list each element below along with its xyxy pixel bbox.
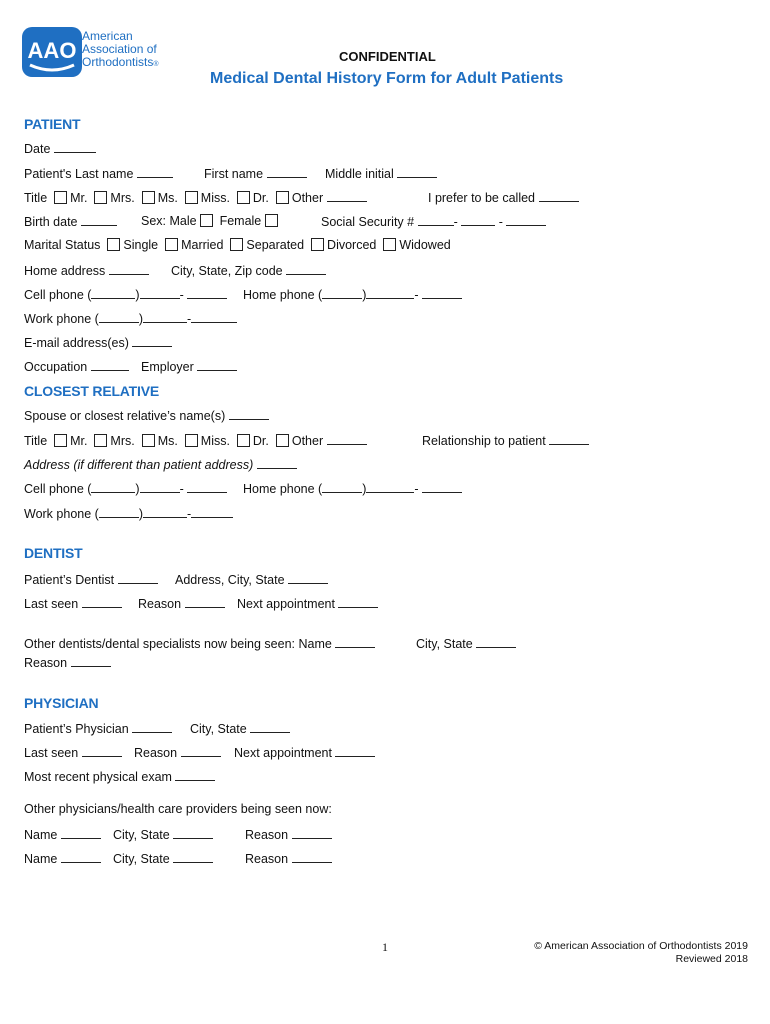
checkbox-female[interactable] bbox=[265, 214, 278, 227]
physician-reason-field[interactable]: Reason bbox=[134, 745, 221, 760]
other-physician-2-reason-field[interactable]: Reason bbox=[245, 851, 332, 866]
relative-address-field[interactable]: Address (if different than patient address) bbox=[24, 457, 297, 472]
checkbox-divorced[interactable] bbox=[311, 238, 324, 251]
checkbox-male[interactable] bbox=[200, 214, 213, 227]
section-closest-relative: CLOSEST RELATIVE bbox=[24, 383, 159, 399]
patients-dentist-field[interactable]: Patient’s Dentist bbox=[24, 572, 158, 587]
relative-work-phone-field[interactable]: Work phone ( ) - bbox=[24, 506, 233, 521]
logo-line-1: American bbox=[82, 29, 133, 43]
physician-next-appointment-field[interactable]: Next appointment bbox=[234, 745, 375, 760]
physician-city-state-field[interactable]: City, State bbox=[190, 721, 290, 736]
patient-title-row: Title Mr. Mrs. Ms. Miss. Dr. Other bbox=[24, 190, 367, 205]
dentist-address-field[interactable]: Address, City, State bbox=[175, 572, 328, 587]
first-name-field[interactable]: First name bbox=[204, 166, 307, 181]
middle-initial-field[interactable]: Middle initial bbox=[325, 166, 437, 181]
other-dentists-name-field[interactable]: Other dentists/dental specialists now being seen: Name bbox=[24, 636, 375, 651]
page-number: 1 bbox=[382, 940, 388, 954]
employer-field[interactable]: Employer bbox=[141, 359, 237, 374]
checkbox-married[interactable] bbox=[165, 238, 178, 251]
checkbox-other[interactable] bbox=[276, 191, 289, 204]
page-title: Medical Dental History Form for Adult Patients bbox=[210, 70, 564, 87]
relative-checkbox-miss[interactable] bbox=[185, 434, 198, 447]
section-physician: PHYSICIAN bbox=[24, 695, 99, 711]
cell-phone-field[interactable]: Cell phone ( ) - bbox=[24, 287, 227, 302]
checkbox-separated[interactable] bbox=[230, 238, 243, 251]
footer-copyright: © American Association of Orthodontists 2019 bbox=[534, 940, 748, 952]
confidential-label: CONFIDENTIAL bbox=[339, 49, 436, 64]
relative-checkbox-other[interactable] bbox=[276, 434, 289, 447]
marital-status-row: Marital Status Single Married Separated Divorced Widowed bbox=[24, 238, 451, 252]
checkbox-dr[interactable] bbox=[237, 191, 250, 204]
checkbox-miss[interactable] bbox=[185, 191, 198, 204]
dentist-last-seen-field[interactable]: Last seen bbox=[24, 596, 122, 611]
other-physician-1-reason-field[interactable]: Reason bbox=[245, 827, 332, 842]
relationship-field[interactable]: Relationship to patient bbox=[422, 433, 589, 448]
aao-logo bbox=[22, 27, 82, 77]
recent-physical-exam-field[interactable]: Most recent physical exam bbox=[24, 769, 215, 784]
checkbox-mr[interactable] bbox=[54, 191, 67, 204]
work-phone-field[interactable]: Work phone ( ) - bbox=[24, 311, 237, 326]
relative-name-field[interactable]: Spouse or closest relative’s name(s) bbox=[24, 408, 269, 423]
other-physician-1-city-state-field[interactable]: City, State bbox=[113, 827, 213, 842]
checkbox-widowed[interactable] bbox=[383, 238, 396, 251]
other-physician-2-city-state-field[interactable]: City, State bbox=[113, 851, 213, 866]
relative-checkbox-mr[interactable] bbox=[54, 434, 67, 447]
sex-row: Sex: Male Female bbox=[141, 214, 281, 228]
other-dentists-reason-field[interactable]: Reason bbox=[24, 655, 111, 670]
dentist-next-appointment-field[interactable]: Next appointment bbox=[237, 596, 378, 611]
preferred-name-field[interactable]: I prefer to be called bbox=[428, 190, 579, 205]
relative-cell-phone-field[interactable]: Cell phone ( ) - bbox=[24, 481, 227, 496]
physician-last-seen-field[interactable]: Last seen bbox=[24, 745, 122, 760]
patients-physician-field[interactable]: Patient’s Physician bbox=[24, 721, 172, 736]
ssn-field[interactable]: Social Security # - - bbox=[321, 214, 546, 229]
logo-line-3: Orthodontists® bbox=[82, 55, 159, 69]
relative-checkbox-ms[interactable] bbox=[142, 434, 155, 447]
trademark: ® bbox=[153, 61, 159, 68]
home-address-field[interactable]: Home address bbox=[24, 263, 149, 278]
other-physician-2-name-field[interactable]: Name bbox=[24, 851, 101, 866]
city-state-zip-field[interactable]: City, State, Zip code bbox=[171, 263, 326, 278]
checkbox-mrs[interactable] bbox=[94, 191, 107, 204]
logo-line-2: Association of bbox=[82, 42, 157, 56]
email-field[interactable]: E-mail address(es) bbox=[24, 335, 172, 350]
relative-checkbox-mrs[interactable] bbox=[94, 434, 107, 447]
section-patient: PATIENT bbox=[24, 116, 81, 132]
home-phone-field[interactable]: Home phone ( ) - bbox=[243, 287, 462, 302]
birth-date-field[interactable]: Birth date bbox=[24, 214, 117, 229]
relative-title-row: Title Mr. Mrs. Ms. Miss. Dr. Other bbox=[24, 433, 367, 448]
relative-checkbox-dr[interactable] bbox=[237, 434, 250, 447]
other-physician-1-name-field[interactable]: Name bbox=[24, 827, 101, 842]
other-dentists-city-state-field[interactable]: City, State bbox=[416, 636, 516, 651]
other-physicians-label: Other physicians/health care providers being seen now: bbox=[24, 802, 332, 816]
section-dentist: DENTIST bbox=[24, 545, 83, 561]
checkbox-single[interactable] bbox=[107, 238, 120, 251]
dentist-reason-field[interactable]: Reason bbox=[138, 596, 225, 611]
logo-mark: AAO bbox=[27, 38, 77, 63]
occupation-field[interactable]: Occupation bbox=[24, 359, 129, 374]
last-name-field[interactable]: Patient's Last name bbox=[24, 166, 173, 181]
logo-wordmark bbox=[82, 30, 159, 71]
checkbox-ms[interactable] bbox=[142, 191, 155, 204]
footer-reviewed: Reviewed 2018 bbox=[675, 953, 748, 965]
relative-home-phone-field[interactable]: Home phone ( ) - bbox=[243, 481, 462, 496]
date-field[interactable]: Date bbox=[24, 141, 96, 156]
